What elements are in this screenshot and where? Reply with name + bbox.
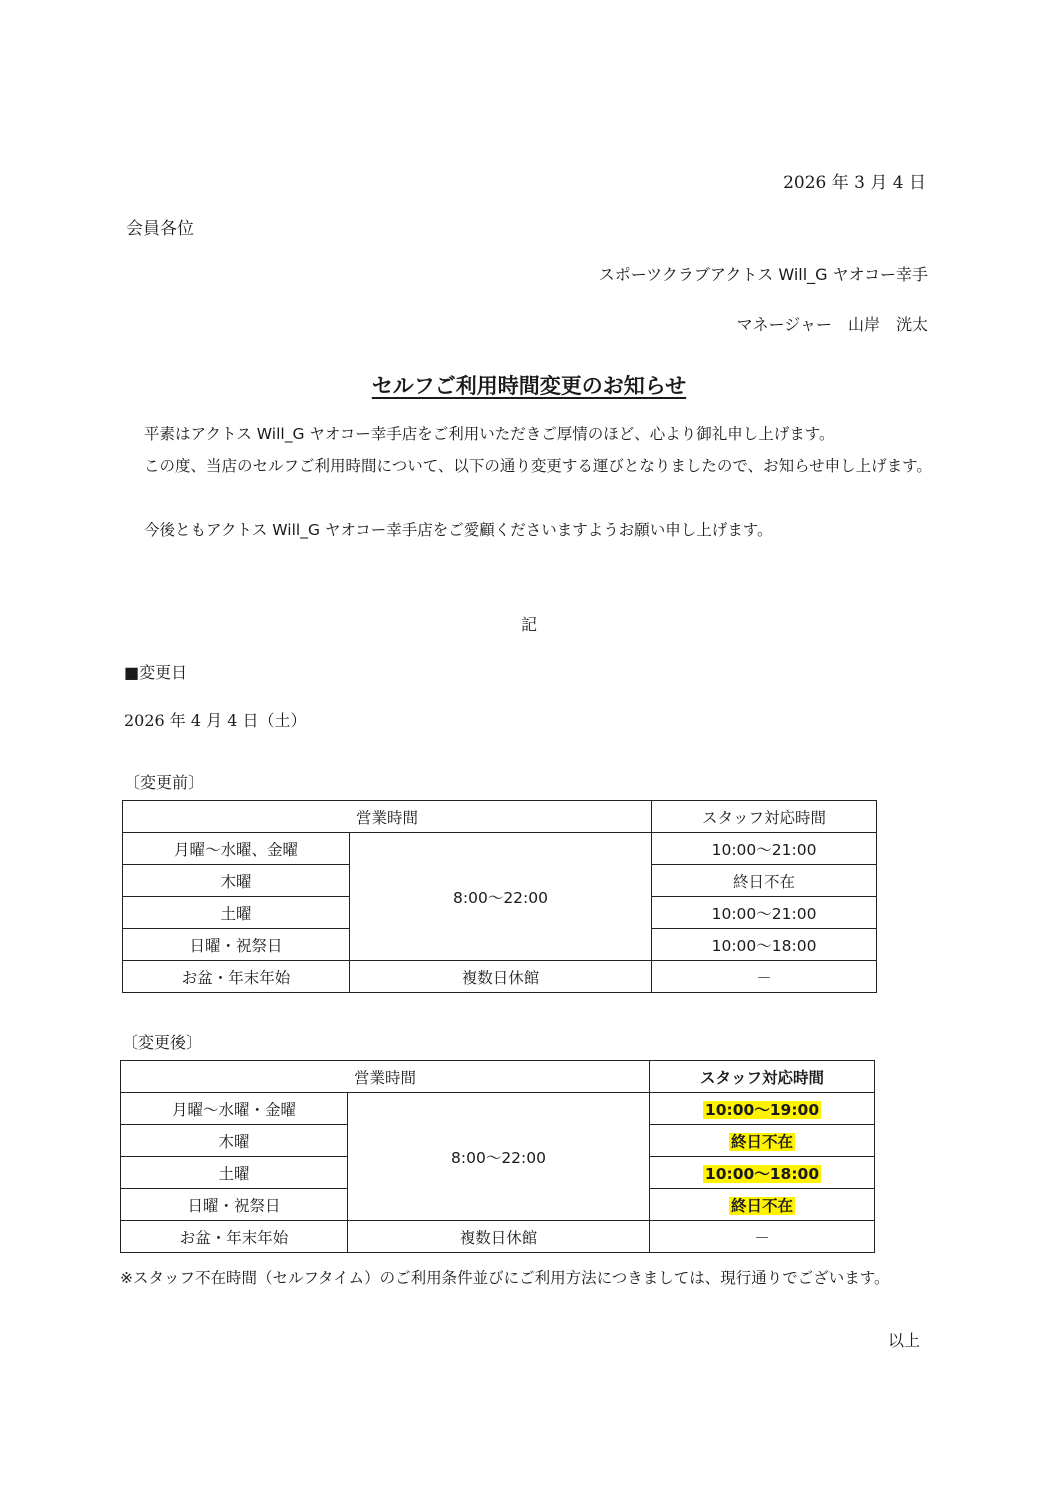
change-date-heading: ■変更日 [124, 663, 188, 682]
closing: 以上 [887, 1331, 920, 1350]
row-day: 日曜・祝祭日 [123, 929, 350, 961]
body-paragraph-1: 平素はアクトス Will_G ヤオコー幸手店をご利用いただきご厚情のほど、心より御礼申し上げます。 [144, 425, 835, 443]
row-staff-cell [650, 1157, 875, 1189]
document-title [0, 370, 1058, 400]
special-hours: 複数日休館 [348, 1221, 650, 1253]
row-day: お盆・年末年始 [121, 1221, 348, 1253]
row-day: 木曜 [121, 1125, 348, 1157]
row-staff: 終日不在 [652, 865, 877, 897]
header-staff: スタッフ対応時間 [650, 1061, 875, 1093]
special-hours: 複数日休館 [350, 961, 652, 993]
row-staff: 10:00～21:00 [652, 897, 877, 929]
ki-marker: 記 [520, 615, 537, 634]
row-staff: － [650, 1221, 875, 1253]
row-day: 木曜 [123, 865, 350, 897]
table-row [121, 1093, 875, 1125]
row-staff: 終日不在 [731, 1196, 794, 1215]
after-schedule-table [120, 1060, 875, 1253]
before-schedule-table [122, 800, 877, 993]
row-staff: 終日不在 [731, 1132, 794, 1151]
note: ※スタッフ不在時間（セルフタイム）のご利用条件並びにご利用方法につきましては、現行通りでございます。 [120, 1269, 890, 1287]
document-date: 2026 年 3 月 4 日 [783, 173, 926, 193]
row-staff: 10:00～18:00 [652, 929, 877, 961]
row-day: 土曜 [123, 897, 350, 929]
document-title-text: セルフご利用時間変更のお知らせ [371, 374, 687, 398]
row-staff: － [652, 961, 877, 993]
header-hours: 営業時間 [121, 1061, 650, 1093]
row-day: 日曜・祝祭日 [121, 1189, 348, 1221]
change-date: 2026 年 4 月 4 日（土） [124, 711, 307, 730]
row-day: 月曜～水曜・金曜 [121, 1093, 348, 1125]
row-staff-cell [650, 1125, 875, 1157]
sender-organization: スポーツクラブアクトス Will_G ヤオコー幸手 [598, 265, 928, 284]
after-table-label: 〔変更後〕 [122, 1033, 203, 1052]
business-hours: 8:00～22:00 [348, 1093, 650, 1221]
row-staff-cell [650, 1093, 875, 1125]
row-day: 土曜 [121, 1157, 348, 1189]
body-paragraph-2: この度、当店のセルフご利用時間について、以下の通り変更する運びとなりましたので、お知らせ申し上げます。 [144, 457, 932, 475]
sender-name: マネージャー 山岸 洸太 [736, 315, 928, 334]
row-staff: 10:00～21:00 [652, 833, 877, 865]
business-hours: 8:00～22:00 [350, 833, 652, 961]
body-paragraph-3: 今後ともアクトス Will_G ヤオコー幸手店をご愛顧くださいますようお願い申し上げます。 [144, 521, 773, 539]
table-header-row [123, 801, 877, 833]
table-row [123, 961, 877, 993]
table-row [123, 833, 877, 865]
table-row [121, 1221, 875, 1253]
row-day: 月曜～水曜、金曜 [123, 833, 350, 865]
row-day: お盆・年末年始 [123, 961, 350, 993]
row-staff-cell [650, 1189, 875, 1221]
row-staff: 10:00～18:00 [704, 1164, 820, 1183]
before-table-label: 〔変更前〕 [124, 773, 205, 792]
table-header-row [121, 1061, 875, 1093]
row-staff: 10:00～19:00 [704, 1100, 820, 1119]
header-hours: 営業時間 [123, 801, 652, 833]
recipient: 会員各位 [126, 219, 194, 239]
header-staff: スタッフ対応時間 [652, 801, 877, 833]
